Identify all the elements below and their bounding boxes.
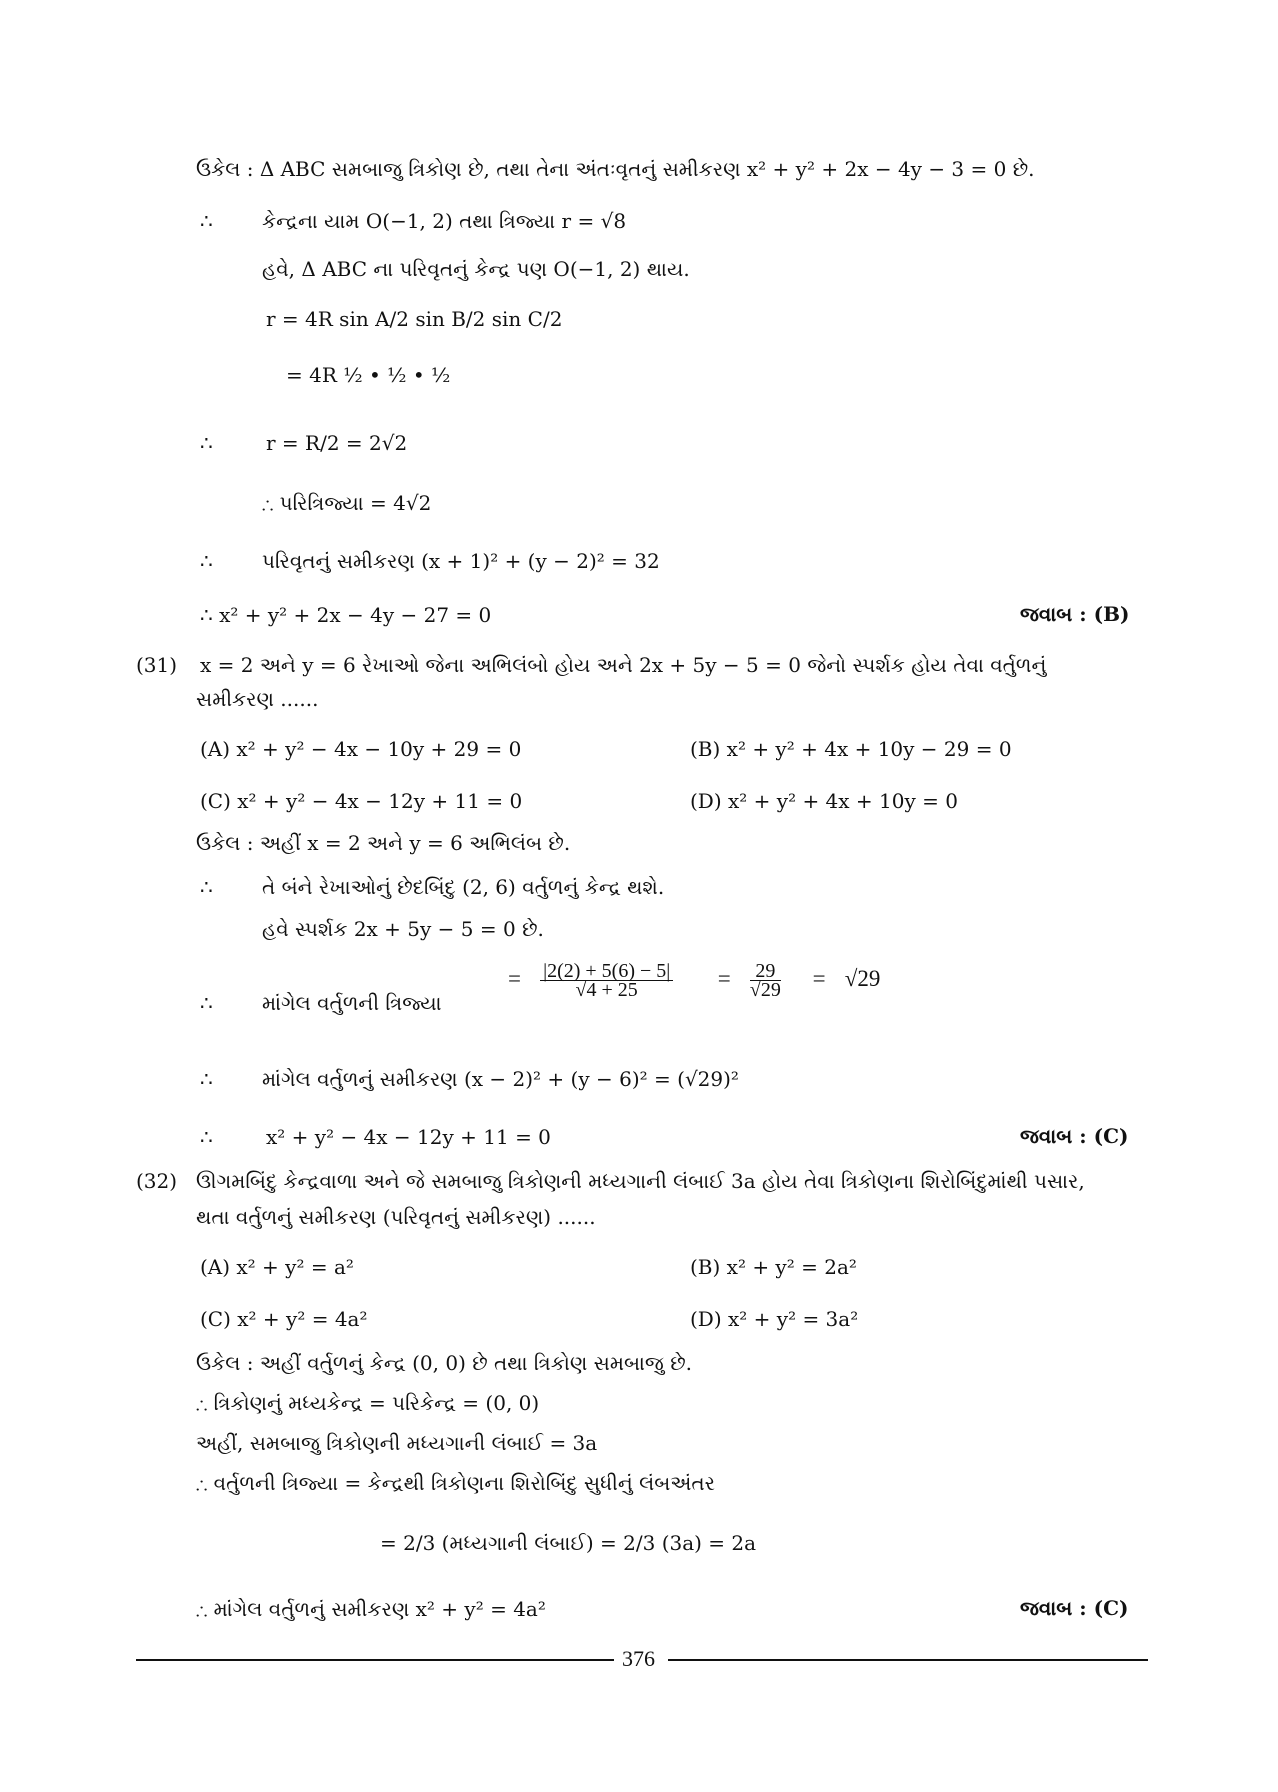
equals-sign: = xyxy=(508,966,521,991)
answer-label: જવાબ : (C) xyxy=(1020,1596,1129,1620)
question-text: x = 2 અને y = 6 રેખાઓ જેના અભિલંબો હોય અને 2x + 5y − 5 = 0 જેનો સ્પર્શક હોય તેવા વર્તુળનું xyxy=(200,653,1047,677)
footer-rule-right xyxy=(668,1659,1148,1661)
solution-line-6: r = R/2 = 2√2 xyxy=(266,431,408,455)
solution-line: ઉકેલ : અહીં વર્તુળનું કેન્દ્ર (0, 0) છે તથા ત્રિકોણ સમબાજુ છે. xyxy=(196,1351,693,1375)
solution-line-2: કેન્દ્રના યામ O(−1, 2) તથા ત્રિજ્યા r = √8 xyxy=(262,209,627,233)
option-b: (B) x² + y² = 2a² xyxy=(690,1255,857,1279)
option-d: (D) x² + y² = 3a² xyxy=(690,1307,859,1331)
answer-label: જવાબ : (B) xyxy=(1020,602,1130,626)
solution-line: માંગેલ વર્તુળનું સમીકરણ (x − 2)² + (y − 6)² = (√29)² xyxy=(262,1067,739,1091)
question-text: ઊગમબિંદુ કેન્દ્રવાળા અને જે સમબાજુ ત્રિકોણની મધ્યગાની લંબાઈ 3a હોય તેવા ત્રિકોણના શિરોબિંદુમાંથી પસાર, xyxy=(196,1169,1085,1193)
option-b: (B) x² + y² + 4x + 10y − 29 = 0 xyxy=(690,737,1012,761)
therefore-symbol: ∴ xyxy=(200,431,213,455)
answer-label: જવાબ : (C) xyxy=(1020,1124,1129,1148)
solution-line: ∴ માંગેલ વર્તુળનું સમીકરણ x² + y² = 4a² xyxy=(196,1597,546,1621)
fraction xyxy=(750,962,781,999)
question-number: (31) xyxy=(136,653,178,677)
question-text: સમીકરણ ...... xyxy=(196,687,319,711)
fraction xyxy=(540,962,673,999)
solution-line-1: ઉકેલ : Δ ABC સમબાજુ ત્રિકોણ છે, તથા તેના અંતઃવૃતનું સમીકરણ x² + y² + 2x − 4y − 3 = 0 છે. xyxy=(196,157,1035,181)
page-number: 376 xyxy=(622,1646,655,1671)
solution-line-4: r = 4R sin A/2 sin B/2 sin C/2 xyxy=(266,307,563,331)
therefore-symbol: ∴ xyxy=(200,549,213,573)
therefore-symbol: ∴ xyxy=(200,1125,213,1149)
therefore-symbol: ∴ xyxy=(200,209,213,233)
equals-sign: = xyxy=(812,966,826,991)
solution-line: x² + y² − 4x − 12y + 11 = 0 xyxy=(266,1125,551,1149)
solution-line: = 2/3 (મધ્યગાની લંબાઈ) = 2/3 (3a) = 2a xyxy=(380,1531,757,1555)
solution-line: ઉકેલ : અહીં x = 2 અને y = 6 અભિલંબ છે. xyxy=(196,831,571,855)
solution-line: તે બંને રેખાઓનું છેદબિંદુ (2, 6) વર્તુળનું કેન્દ્ર થશે. xyxy=(262,875,665,899)
option-d: (D) x² + y² + 4x + 10y = 0 xyxy=(690,789,958,813)
solution-line-3: હવે, Δ ABC ના પરિવૃતનું કેન્દ્ર પણ O(−1, 2) થાય. xyxy=(262,257,690,281)
radius-result: √29 xyxy=(844,966,881,991)
solution-line: ∴ ત્રિકોણનું મધ્યકેન્દ્ર = પરિકેન્દ્ર = (0, 0) xyxy=(196,1391,540,1415)
footer-rule-left xyxy=(136,1659,614,1661)
solution-line: હવે સ્પર્શક 2x + 5y − 5 = 0 છે. xyxy=(262,917,544,941)
option-a: (A) x² + y² = a² xyxy=(200,1255,354,1279)
solution-line-5: = 4R ½ • ½ • ½ xyxy=(286,363,451,387)
radius-label: માંગેલ વર્તુળની ત્રિજ્યા xyxy=(262,991,442,1015)
fraction-denominator: √29 xyxy=(749,979,781,1001)
solution-line-7: ∴ પરિત્રિજ્યા = 4√2 xyxy=(262,491,432,515)
therefore-symbol: ∴ xyxy=(200,1067,213,1091)
solution-line-9: ∴ x² + y² + 2x − 4y − 27 = 0 xyxy=(200,603,492,627)
question-text: થતા વર્તુળનું સમીકરણ (પરિવૃતનું સમીકરણ) ...... xyxy=(196,1205,596,1229)
therefore-symbol: ∴ xyxy=(200,991,213,1015)
question-number: (32) xyxy=(136,1169,178,1193)
fraction-denominator: √4 + 25 xyxy=(575,979,638,1001)
therefore-symbol: ∴ xyxy=(200,875,213,899)
fraction-numerator: |2(2) + 5(6) − 5| xyxy=(540,962,673,981)
equals-sign: = xyxy=(717,966,731,991)
option-a: (A) x² + y² − 4x − 10y + 29 = 0 xyxy=(200,737,522,761)
option-c: (C) x² + y² − 4x − 12y + 11 = 0 xyxy=(200,789,523,813)
solution-line: અહીં, સમબાજુ ત્રિકોણની મધ્યગાની લંબાઈ = 3a xyxy=(196,1431,598,1455)
option-c: (C) x² + y² = 4a² xyxy=(200,1307,368,1331)
solution-line-8: પરિવૃતનું સમીકરણ (x + 1)² + (y − 2)² = 32 xyxy=(262,549,660,573)
solution-line: ∴ વર્તુળની ત્રિજ્યા = કેન્દ્રથી ત્રિકોણના શિરોબિંદુ સુધીનું લંબઅંતર xyxy=(196,1471,715,1495)
radius-formula xyxy=(508,962,880,999)
fraction-numerator: 29 xyxy=(750,962,781,981)
